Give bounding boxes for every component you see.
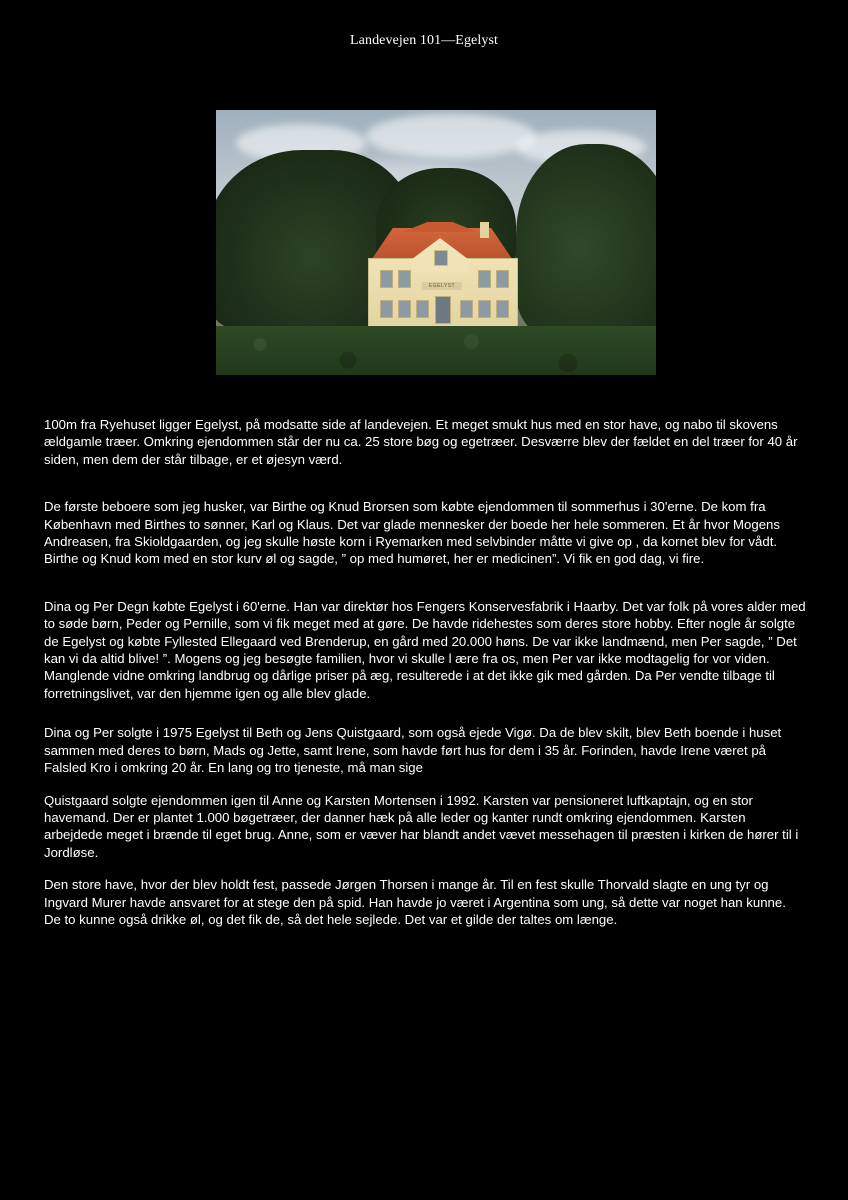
spacer [44, 777, 806, 792]
window [398, 300, 411, 318]
window [478, 270, 491, 288]
paragraph: De første beboere som jeg husker, var Birthe og Knud Brorsen som købte ejendommen til sommerhus i 30'erne. De kom fra København med Birthes to sønner, Karl og Klaus. Det var glade mennesker der boede her hele sommeren. Et år hvor Mogens Andreasen, fra Skioldgaarden, og jeg skulle høste korn i Ryemarken med selvbinder måtte vi give op , da kornet blev for vådt. Birthe og Knud kom med en stor kurv øl og sagde, ” op med humøret, her er medicinen”. Vi fik en god dag, vi fire. [44, 499, 780, 567]
paragraph: Dina og Per solgte i 1975 Egelyst til Beth og Jens Quistgaard, som også ejede Vigø. Da de blev skilt, blev Beth boende i huset sammen med deres to børn, Mads og Jette, samt Irene, som havde ført hus for dem i 35 år. Forinden, havde Irene været på Falsled Kro i omkring 20 år. En lang og tro tjeneste, må man sige [44, 725, 782, 776]
spacer [44, 861, 806, 876]
trees-right [516, 144, 656, 334]
paragraph: Quistgaard solgte ejendommen igen til Anne og Karsten Mortensen i 1992. Karsten var pensioneret luftkaptajn, og en stor havemand. Der er plantet 1.000 bøgetræer, der danner hæk på alle leder og kanter rundt omkring ejendommen. Karsten arbejdede meget i brænde til eget brug. Anne, som er væver har blandt andet vævet messehagen til præsten i kirken de hører til i Jordløse. [44, 792, 799, 860]
front-door [435, 296, 451, 324]
cloud [366, 114, 536, 158]
window [416, 300, 429, 318]
page-title: Landevejen 101—Egelyst [350, 33, 498, 48]
spacer [44, 568, 806, 598]
paragraph: Den store have, hvor der blev holdt fest, passede Jørgen Thorsen i mange år. Til en fest skulle Thorvald slagte en ung tyr og Ingvard Murer havde ansvaret for at stege den på spid. Han havde jo været i Argentina som ung, så dette var noget han kunne. De to kunne også drikke øl, og det fik de, så det hele sejlede. Det var et gilde der taltes om længe. [44, 877, 786, 927]
paragraph: 100m fra Ryehuset ligger Egelyst, på modsatte side af landevejen. Et meget smukt hus med en stor have, og nabo til skovens ældgamle træer. Omkring ejendommen står der nu ca. 25 store bøg og egetræer. Desværre blev der fældet en del træer for 40 år siden, men dem der står tilbage, er et øjesyn værd. [44, 417, 798, 467]
window [496, 300, 509, 318]
spacer [44, 702, 806, 724]
chimney [480, 222, 489, 238]
paragraph: Dina og Per Degn købte Egelyst i 60'erne. Han var direktør hos Fengers Konservesfabrik i Haarby. Det var folk på vores alder med to søde børn, Peder og Pernille, som vi fik meget med at gøre. De havde ridehestes som deres store hobby. Efter nogle år solgte de Egelyst og købte Fyllested Ellegaard ved Brenderup, en gård med 20.000 høns. De var ikke landmænd, men Per sagde, ” Det kan vi da altid blive! ”. Mogens og jeg besøgte familien, hvor vi skulle l ære fra os, men Per var ikke modtagelig for vor viden. Manglende vidne omkring landbrug og dårlige priser på æg, resulterede i at det ikke gik med gården. Da Per vendte tilbage til forretningslivet, var den hjemme igen og alle blev glade. [44, 598, 806, 701]
gable-window [434, 250, 448, 266]
window [496, 270, 509, 288]
egelyst-house-photo [216, 110, 656, 375]
window [380, 300, 393, 318]
window [398, 270, 411, 288]
window [460, 300, 473, 318]
spacer [44, 468, 806, 498]
hedge-texture [216, 326, 656, 375]
window [380, 270, 393, 288]
window [478, 300, 491, 318]
house-sign: EGELYST [422, 282, 462, 290]
article-body [44, 416, 806, 928]
